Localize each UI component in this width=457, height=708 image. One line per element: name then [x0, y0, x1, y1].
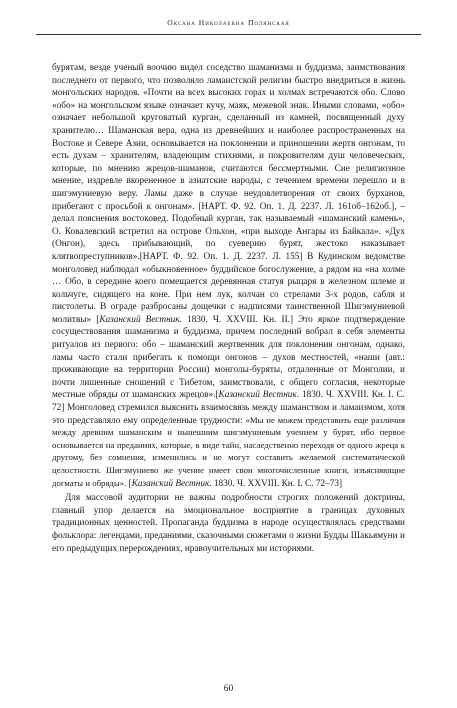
text-segment: бурятам, везде ученый воочию видел соседство шаманизма и буддизма, заимствования последнего от первого, что позволяло ламаистской религии быстро внедриться в жизнь монгольских народов. «Почти на всех высоких горах и холмах встречаются обо. Слово «обо» на монгольском языке означает кучу, маяк, межевой знак. Иными словами, «обо» означает небольшой круговатый курган, сделанный из камней, посвященный духу хранителю… Шаманская вера, одна из древнейших и наиболее распространенных на Востоке и Севере Азии, основывается на поклонении и приношении жертв онгонам, то есть духам – хранителям, владеющим стихиями, и покровителям душ человеческих, которые, по мнению жрецов-шаманов, считаются бессмертными. Сие религиозное мнение, издревле вкорененное в азиатские народы, с течением времени перешло и в шигэмуниевую веру. Ламы даже в случае неудовлетворения от своих бурханов, прибегают с просьбой к онгонам». [НАРТ. Ф. 92. Оп. 1. Д. 2237. Л. 161об–162об.], – делал пояснения востоковед. Подобный курган, так называемый «шаманский камень», О. Ковалевский встретил на острове Ольхон, «при выходе Ангары из Байкала». «Дух (Онгон), здесь прибывающий, по суеверию бурят, жестоко наказывает клятвопреступников».[НАРТ. Ф. 92. Оп. 1. Д. 2237. Л. 155] В Кудинском ведомстве монголовед наблюдал «обыкновенное» буддийское богослужение, а рядом на «на холме … Обо, в середине коего помещается деревянная статуя рыцаря в железном шлеме и кольчуге, сидящего на коне. При нем лук, колчан со стрелами 3-х родов, сабля и пистолеты. В ограде разбросаны дощечки с надписями таинственной Шигэмуниевой молитвы» [ — [52, 63, 405, 325]
paragraph — [52, 492, 405, 555]
paragraph — [52, 62, 405, 490]
text-segment: . 1830. Ч. XXVIII. Кн. I. С. 72–73] — [209, 478, 343, 489]
citation-title: Казанский Вестник — [99, 314, 180, 325]
running-head: Оксана Николаевна Полянская — [36, 12, 421, 35]
text-body — [52, 62, 405, 555]
citation-title: Казанский Вестник — [218, 390, 297, 401]
text-segment: [ — [126, 478, 132, 489]
text-segment: Для массовой аудитории не важны подробности строгих положений доктрины, главный упор делается на эмоциональное восприятие в границах духовных традиционных ценностей. Пропаганда буддизма в народе осуществлялась средствами фольклора: легендами, преданиями, сказочными сюжетами о жизни Будды Шакьямуни и его предыдущих перерождениях, нравоучительных ми историями. — [52, 493, 405, 554]
page-number: 60 — [223, 684, 234, 694]
block-quote: «Мы не можем представить еще различия между древним шаманским и нынешним шигэмуниевым учением у бурят, ибо первое основывается на преданиях, которые, в виде тайн, наследственно переходя от одного жреца к другому, без сомнения, изменились и не могут составить желаемой систематической целостности. Шигэмуниево же учение имеет свои многочисленные книги, изъясняющие догматы и обряды». — [52, 414, 405, 488]
text-segment: . 1830. Ч. XXVIII. Кн. I. С. 72] Монголовед стремился выяснить взаимосвязь между шаманством и ламаизмом, хотя это представляло ему определенные трудности: — [52, 390, 405, 426]
citation-title: Казанский Вестник — [131, 478, 210, 489]
text-segment: . 1830. Ч. XXVIII. Кн. II.] Это яркое подтверждение сосуществования шаманизма и буддизма, причем последний вобрал в себя элементы ритуалов из первого: обо – шаманский жертвенник для поклонения онгонам, однако, ламы часто стали прибегать к помощи онгонов – духов местностей, «наши (авт.: проживающие на территории России) монголы-буряты, отдаленные от Монголии, и почти лишенные сношений с Тибетом, заимствовали, с общего согласия, некоторые местные обряды от шаманских жрецов».[ — [52, 314, 405, 401]
